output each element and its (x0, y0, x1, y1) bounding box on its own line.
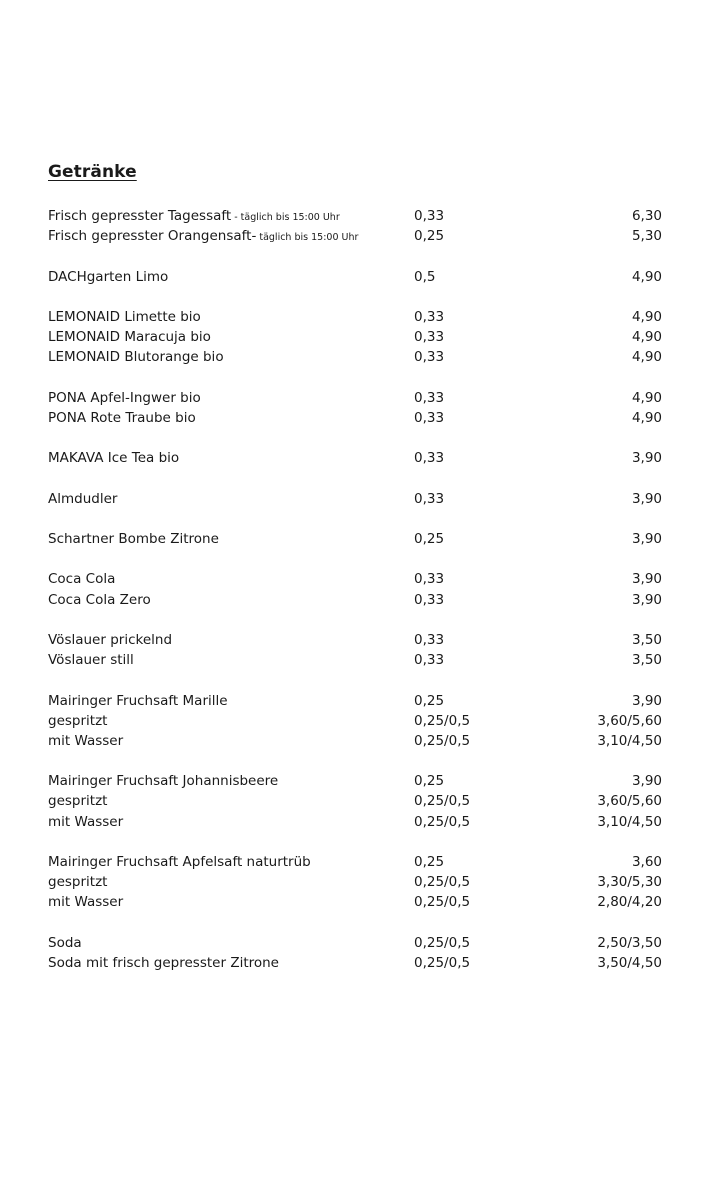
item-name (48, 953, 279, 973)
item-name (48, 812, 123, 832)
item-price: 3,60/5,60 (597, 793, 662, 810)
item-size: 0,33 (414, 571, 445, 588)
group-spacer (48, 509, 662, 529)
menu-item-row (48, 731, 662, 751)
item-name-text: mit Wasser (48, 813, 124, 830)
item-name (48, 933, 82, 953)
item-price: 3,90 (631, 591, 662, 608)
menu-item-row (48, 892, 662, 912)
item-price: 6,30 (631, 208, 662, 224)
group-spacer (48, 246, 662, 266)
group-spacer (48, 670, 662, 690)
item-name-text: Almdudler (48, 490, 118, 507)
item-size: 0,5 (414, 268, 436, 285)
item-price: 4,90 (631, 268, 662, 285)
item-price: 3,90 (631, 692, 662, 709)
item-name (48, 731, 123, 751)
item-size: 0,33 (414, 389, 445, 406)
item-name (48, 872, 107, 892)
item-name-text: Mairinger Fruchsaft Apfelsaft naturtrüb (48, 854, 311, 870)
item-name (48, 347, 224, 367)
item-name (48, 489, 117, 509)
item-name (48, 448, 179, 468)
item-price: 3,90 (631, 571, 662, 588)
item-name (48, 650, 134, 670)
item-price: 3,90 (631, 450, 662, 467)
menu-item-row (48, 852, 662, 872)
item-price: 2,50/3,50 (597, 934, 662, 951)
item-size: 0,25/0,5 (414, 732, 471, 749)
item-name-text: MAKAVA Ice Tea bio (48, 450, 180, 467)
group-spacer (48, 751, 662, 771)
item-name (48, 327, 211, 347)
item-size: 0,33 (414, 329, 445, 346)
menu-item-row (48, 691, 662, 711)
menu-item-row (48, 206, 662, 226)
item-price: 3,30/5,30 (597, 874, 662, 891)
group-spacer (48, 610, 662, 630)
item-price: 3,90 (631, 490, 662, 507)
item-name-text: PONA Apfel-Ingwer bio (48, 389, 201, 406)
item-name (48, 691, 228, 711)
item-size: 0,33 (414, 409, 445, 426)
item-note: - täglich bis 15:00 Uhr (231, 212, 340, 223)
item-name (48, 206, 340, 228)
item-name-text: Coca Cola (48, 571, 116, 588)
item-name-text: Frisch gepresster Orangensaft- (48, 228, 257, 245)
item-size: 0,25/0,5 (414, 954, 471, 971)
item-size: 0,33 (414, 652, 445, 669)
item-name-text: Soda mit frisch gepresster Zitrone (48, 954, 279, 971)
item-price: 4,90 (631, 349, 662, 366)
item-name (48, 408, 196, 428)
item-name-text: gespritzt (48, 874, 108, 891)
item-price: 3,60 (631, 854, 662, 870)
item-size: 0,33 (414, 208, 445, 224)
menu-item-row (48, 347, 662, 367)
item-name-text: LEMONAID Maracuja bio (48, 329, 211, 346)
item-name (48, 267, 168, 287)
item-name-text: LEMONAID Blutorange bio (48, 349, 224, 366)
group-spacer (48, 832, 662, 852)
item-name-text: Soda (48, 934, 82, 951)
item-name-text: mit Wasser (48, 894, 124, 911)
item-size: 0,25 (414, 773, 445, 790)
menu-item-row (48, 630, 662, 650)
group-spacer (48, 428, 662, 448)
item-price: 3,50/4,50 (597, 954, 662, 971)
item-price: 4,90 (631, 409, 662, 426)
menu-item-row (48, 489, 662, 509)
menu-item-row (48, 388, 662, 408)
item-price: 5,30 (631, 228, 662, 245)
item-size: 0,33 (414, 490, 445, 507)
item-price: 3,90 (631, 531, 662, 547)
item-price: 3,10/4,50 (597, 813, 662, 830)
menu-item-row (48, 307, 662, 327)
item-name (48, 590, 151, 610)
item-name (48, 388, 201, 408)
item-price: 4,90 (631, 308, 662, 325)
item-name-text: PONA Rote Traube bio (48, 409, 196, 426)
item-size: 0,25 (414, 228, 445, 245)
group-spacer (48, 913, 662, 933)
group-spacer (48, 468, 662, 488)
item-name (48, 892, 123, 912)
item-price: 3,50 (631, 652, 662, 669)
menu-item-row (48, 448, 662, 468)
item-name-text: Mairinger Fruchsaft Marille (48, 692, 228, 709)
item-name-text: gespritzt (48, 793, 108, 810)
item-name-text: mit Wasser (48, 732, 124, 749)
group-spacer (48, 549, 662, 569)
menu-item-row (48, 812, 662, 832)
menu-item-row (48, 226, 662, 246)
section-title: Getränke (48, 162, 137, 182)
menu-item-row (48, 529, 662, 549)
menu-item-row (48, 408, 662, 428)
item-name (48, 226, 358, 248)
menu-item-row (48, 872, 662, 892)
item-size: 0,25 (414, 692, 445, 709)
menu-item-row (48, 771, 662, 791)
item-size: 0,33 (414, 308, 445, 325)
item-name-text: gespritzt (48, 712, 108, 729)
item-size: 0,25/0,5 (414, 934, 471, 951)
item-name-text: Coca Cola Zero (48, 591, 151, 608)
menu-item-row (48, 650, 662, 670)
menu-item-row (48, 267, 662, 287)
item-price: 4,90 (631, 389, 662, 406)
menu-item-row (48, 569, 662, 589)
item-name-text: Vöslauer still (48, 652, 134, 669)
item-name (48, 791, 107, 811)
item-size: 0,33 (414, 349, 445, 366)
drinks-list (48, 206, 662, 973)
menu-item-row (48, 953, 662, 973)
item-price: 3,90 (631, 773, 662, 790)
item-price: 3,50 (631, 631, 662, 648)
item-name-text: Vöslauer prickelnd (48, 631, 173, 648)
item-name (48, 711, 107, 731)
item-size: 0,25/0,5 (414, 874, 471, 891)
menu-item-row (48, 933, 662, 953)
item-note: täglich bis 15:00 Uhr (256, 232, 359, 244)
item-name (48, 852, 311, 872)
item-name-text: Mairinger Fruchsaft Johannisbeere (48, 773, 279, 790)
item-name-text: Frisch gepresster Tagessaft (48, 208, 232, 224)
item-size: 0,25 (414, 854, 445, 870)
menu-item-row (48, 711, 662, 731)
item-size: 0,33 (414, 450, 445, 467)
group-spacer (48, 287, 662, 307)
item-size: 0,33 (414, 631, 445, 648)
item-name-text: LEMONAID Limette bio (48, 308, 201, 325)
menu-item-row (48, 327, 662, 347)
item-price: 3,60/5,60 (597, 712, 662, 729)
item-price: 2,80/4,20 (597, 894, 662, 911)
item-name-text: Schartner Bombe Zitrone (48, 531, 219, 547)
item-price: 3,10/4,50 (597, 732, 662, 749)
item-size: 0,25/0,5 (414, 813, 471, 830)
item-name (48, 630, 172, 650)
item-size: 0,25/0,5 (414, 793, 471, 810)
item-size: 0,25/0,5 (414, 894, 471, 911)
item-size: 0,33 (414, 591, 445, 608)
item-name-text: DACHgarten Limo (48, 268, 169, 285)
item-size: 0,25 (414, 531, 445, 547)
item-price: 4,90 (631, 329, 662, 346)
item-name (48, 529, 219, 549)
menu-item-row (48, 791, 662, 811)
item-name (48, 307, 201, 327)
item-name (48, 771, 278, 791)
item-name (48, 569, 115, 589)
menu-item-row (48, 590, 662, 610)
item-size: 0,25/0,5 (414, 712, 471, 729)
group-spacer (48, 368, 662, 388)
